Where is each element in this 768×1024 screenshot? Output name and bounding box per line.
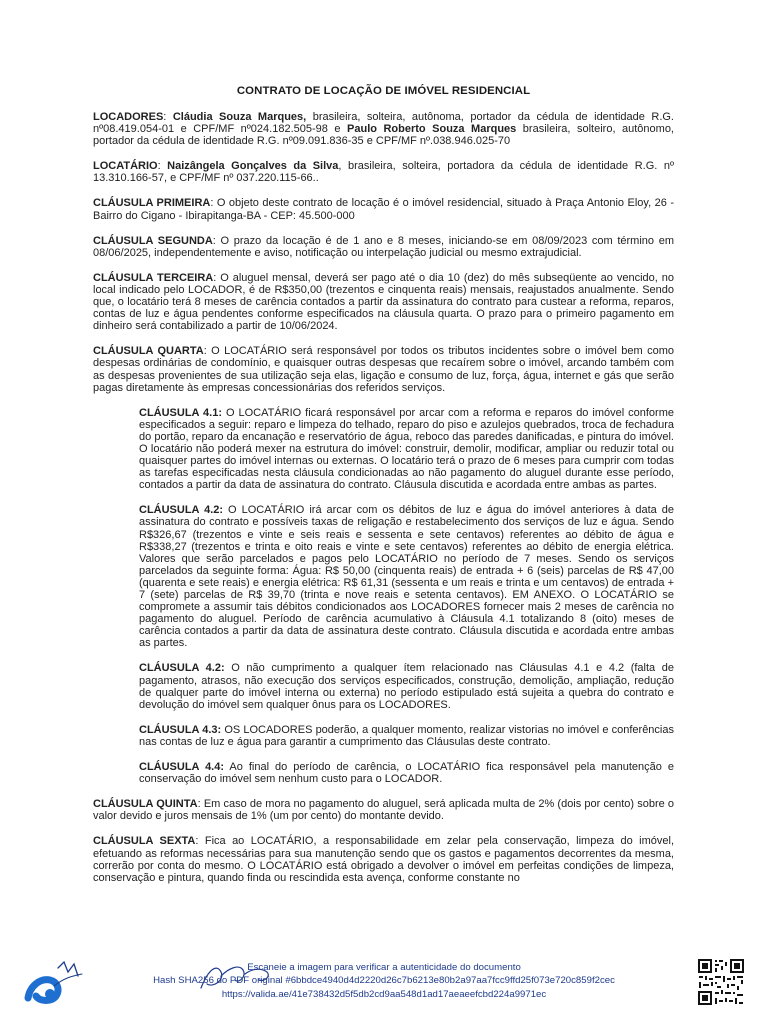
document-title: CONTRATO DE LOCAÇÃO DE IMÓVEL RESIDENCIAL bbox=[236, 85, 531, 97]
clause-text: : O LOCATÁRIO será responsável por todos os tributos incidentes sobre o imóvel bem como despesas ordinárias de condomínio, e quaisquer outras despesas que recaírem sobre o imóvel, arcando também com as despesas provenientes de sua utilização seja elas, ligação e consumo de luz, força, água, internet e gás que serão pagas diretamente às empresas concessionárias dos referidos serviços. bbox=[93, 345, 674, 394]
clause-label: CLÁUSULA SEXTA bbox=[93, 835, 196, 848]
contract-page bbox=[93, 85, 674, 897]
clause-text: : O objeto deste contrato de locação é o imóvel residencial, situado à Praça Antonio Eloy, 26 - Bairro do Cigano - Ibirapitanga-BA - CEP: 45.500-000 bbox=[93, 197, 674, 222]
subclause-text: O não cumprimento a qualquer ítem relacionado nas Cláusulas 4.1 e 4.2 (falta de pagamento, atrasos, não execução dos serviços especificados, construção, demolição, ampliação, redução de qualquer parte do imóvel interna ou externa) no período estipulado está sujeita a quebra do contrato e devolução do imóvel sem qualquer ônus para os LOCADORES. bbox=[139, 662, 674, 711]
locatario-label: LOCATÁRIO bbox=[93, 160, 158, 173]
locadores-paragraph bbox=[93, 111, 674, 147]
subclause-text: Ao final do período de carência, o LOCATÁRIO fica responsável pela manutenção e conservação do imóvel sem nenhum custo para o LOCADOR. bbox=[139, 761, 674, 786]
subclause-label: CLÁUSULA 4.3: bbox=[139, 723, 222, 736]
subclause-text: OS LOCADORES poderão, a qualquer momento, realizar vistorias no imóvel e conferências nas contas de luz e água para garantir a cumprimento das Cláusulas deste contrato. bbox=[139, 723, 674, 748]
locadores-label: LOCADORES bbox=[93, 111, 164, 123]
qr-code-icon[interactable] bbox=[697, 958, 745, 1006]
clause-label: CLÁUSULA QUARTA bbox=[93, 345, 204, 358]
verify-instruction: Escaneie a imagem para verificar a autenticidade do documento bbox=[247, 962, 521, 973]
clause-label: CLÁUSULA TERCEIRA bbox=[93, 271, 214, 284]
locadores-sep: : bbox=[163, 111, 173, 123]
verification-footer bbox=[0, 958, 768, 1024]
subclause-label: CLÁUSULA 4.2: bbox=[139, 504, 224, 517]
locador-name-1: Cláudia Souza Marques, bbox=[172, 111, 307, 123]
clause-segunda bbox=[93, 235, 674, 259]
subclause-label: CLÁUSULA 4.4: bbox=[139, 761, 225, 774]
clause-primeira bbox=[93, 197, 674, 221]
clause-4-4 bbox=[139, 761, 674, 785]
clause-quinta bbox=[93, 798, 674, 822]
hash-text: Hash SHA256 do PDF original #6bbdce4940d4d2220d26c7b6213e80b2a97aa7fcc9ffd25f073e720c859f2cec bbox=[153, 975, 615, 986]
clause-text: : O prazo da locação é de 1 ano e 8 meses, iniciando-se em 08/09/2023 com término em 08/06/2025, independentemente e aviso, notificação ou interpelação judicial ou mesmo extrajudicial. bbox=[93, 234, 674, 259]
subclause-text: O LOCATÁRIO ficará responsável por arcar com a reforma e reparos do imóvel conforme especificados a seguir: reparo e limpeza do telhado, reparo do piso e azulejos quebrados, troca de fechadura do portão, reparo da encanação e reservatório de água, reboco das paredes danificadas, e pintura do imóvel. O locatário não poderá mexer na estrutura do imóvel: construir, demolir, modificar, ampliar ou reduzir total ou quaisquer partes do imóvel internas ou externas. O locatário terá o prazo de 6 meses para cumprir com todas as tarefas especificadas nesta cláusula condicionadas ao não pagamento do aluguel durante esse período, contados a partir da data de assinatura do contrato. Cláusula discutida e acordada entre ambas as partes. bbox=[139, 406, 674, 492]
clause-label: CLÁUSULA PRIMEIRA bbox=[93, 197, 211, 210]
clause-4-2-b bbox=[139, 662, 674, 710]
clause-4-1 bbox=[139, 407, 674, 492]
locatario-paragraph bbox=[93, 160, 674, 184]
clause-4-3 bbox=[139, 724, 674, 748]
locatario-text: , brasileira, solteira, portadora da cédula de identidade R.G. nº 13.310.166-57, e CPF/MF nº 037.220.115-66.. bbox=[93, 160, 674, 185]
locadores-text-1: brasileira, solteira, autônoma, portador da cédula de identidade R.G. nº08.419.054-01 e CPF/MF nº024.182.505-98 e bbox=[93, 111, 674, 136]
subclause-label: CLÁUSULA 4.2: bbox=[139, 662, 225, 675]
clause-4-2 bbox=[139, 504, 674, 649]
locatario-name: Naizângela Gonçalves da Silva bbox=[167, 160, 339, 173]
locatario-sep: : bbox=[157, 160, 168, 173]
clause-text: : Em caso de mora no pagamento do aluguel, será aplicada multa de 2% (dois por cento) sobre o valor devido e juros mensais de 1% (um por cento) do montante devido. bbox=[93, 798, 675, 823]
clause-terceira bbox=[93, 272, 674, 332]
verify-link[interactable]: https://valida.ae/41e738432d5f5db2cd9aa548d1ad17aeaeefcbd224a9971ec bbox=[221, 989, 547, 1000]
clause-sexta bbox=[93, 835, 674, 883]
subclause-text: O LOCATÁRIO irá arcar com os débitos de luz e água do imóvel anteriores à data de assinatura do contrato e possíveis taxas de religação e restabelecimento dos serviços de luz e água. Sendo R$326,67 (trezentos e vinte e seis reais e sessenta e sete centavos) referentes ao débito de água e R$338,27 (trezentos e trinta e oito reais e vinte e sete centavos) referentes ao débito de energia elétrica. Valores que serão parcelados e pagos pelo LOCATÁRIO no período de 7 meses. Sendo os serviços parcelados da seguinte forma: Água: R$ 50,00 (cinquenta reais) de entrada + 6 (seis) parcelas de R$ 47,00 (quarenta e sete reais) e energia elétrica: R$ 61,31 (sessenta e um reais e trinta e um centavos) de entrada + 7 (sete) parcelas de R$ 39,70 (trinta e nove reais e setenta centavos). EM ANEXO. O LOCATÁRIO se compromete a assumir tais débitos condicionados aos LOCADORES fornecer mais 2 meses de carência no pagamento do aluguel. Período de carência acumulativo à Cláusula 4.1 totalizando 8 (oito) meses de carência contados a partir da data de assinatura deste contrato. Cláusula discutida e acordada entre ambas as partes. bbox=[139, 504, 674, 650]
clause-text: : Fica ao LOCATÁRIO, a responsabilidade em zelar pela conservação, limpeza do imóvel, efetuando as reformas necessárias para sua manutenção sendo que os gastos e pagamentos decorrentes da mesma, correrão por conta do mesmo. O LOCATÁRIO está obrigado a devolver o imóvel em perfeitas condições de limpeza, conservação e pintura, quando finda ou rescindida esta avença, conforme constante no bbox=[93, 835, 675, 884]
clause-text: : O aluguel mensal, deverá ser pago até o dia 10 (dez) do mês subseqüente ao vencido, no local indicado pelo LOCADOR, é de R$350,00 (trezentos e cinquenta reais) mensais, reajustados anualmente. Sendo que, o locatário terá 8 meses de carência contados a partir da assinatura do contrato para custear a reforma, reparos, contas de luz e água pendentes conforme especificados na cláusula quarta. O prazo para o primeiro pagamento em dinheiro será contabilizado a partir de 10/06/2024. bbox=[93, 271, 674, 333]
subclause-label: CLÁUSULA 4.1: bbox=[139, 406, 222, 419]
locadores-text-2: brasileira, solteiro, autônomo, portador da cédula de identidade R.G. nº09.091.836-35 e CPF/MF nº.038.946.025-70 bbox=[93, 123, 674, 148]
clause-label: CLÁUSULA QUINTA bbox=[93, 798, 198, 811]
clause-quarta bbox=[93, 345, 674, 393]
locador-name-2: Paulo Roberto Souza Marques bbox=[347, 123, 517, 136]
clause-label: CLÁUSULA SEGUNDA bbox=[93, 234, 213, 247]
